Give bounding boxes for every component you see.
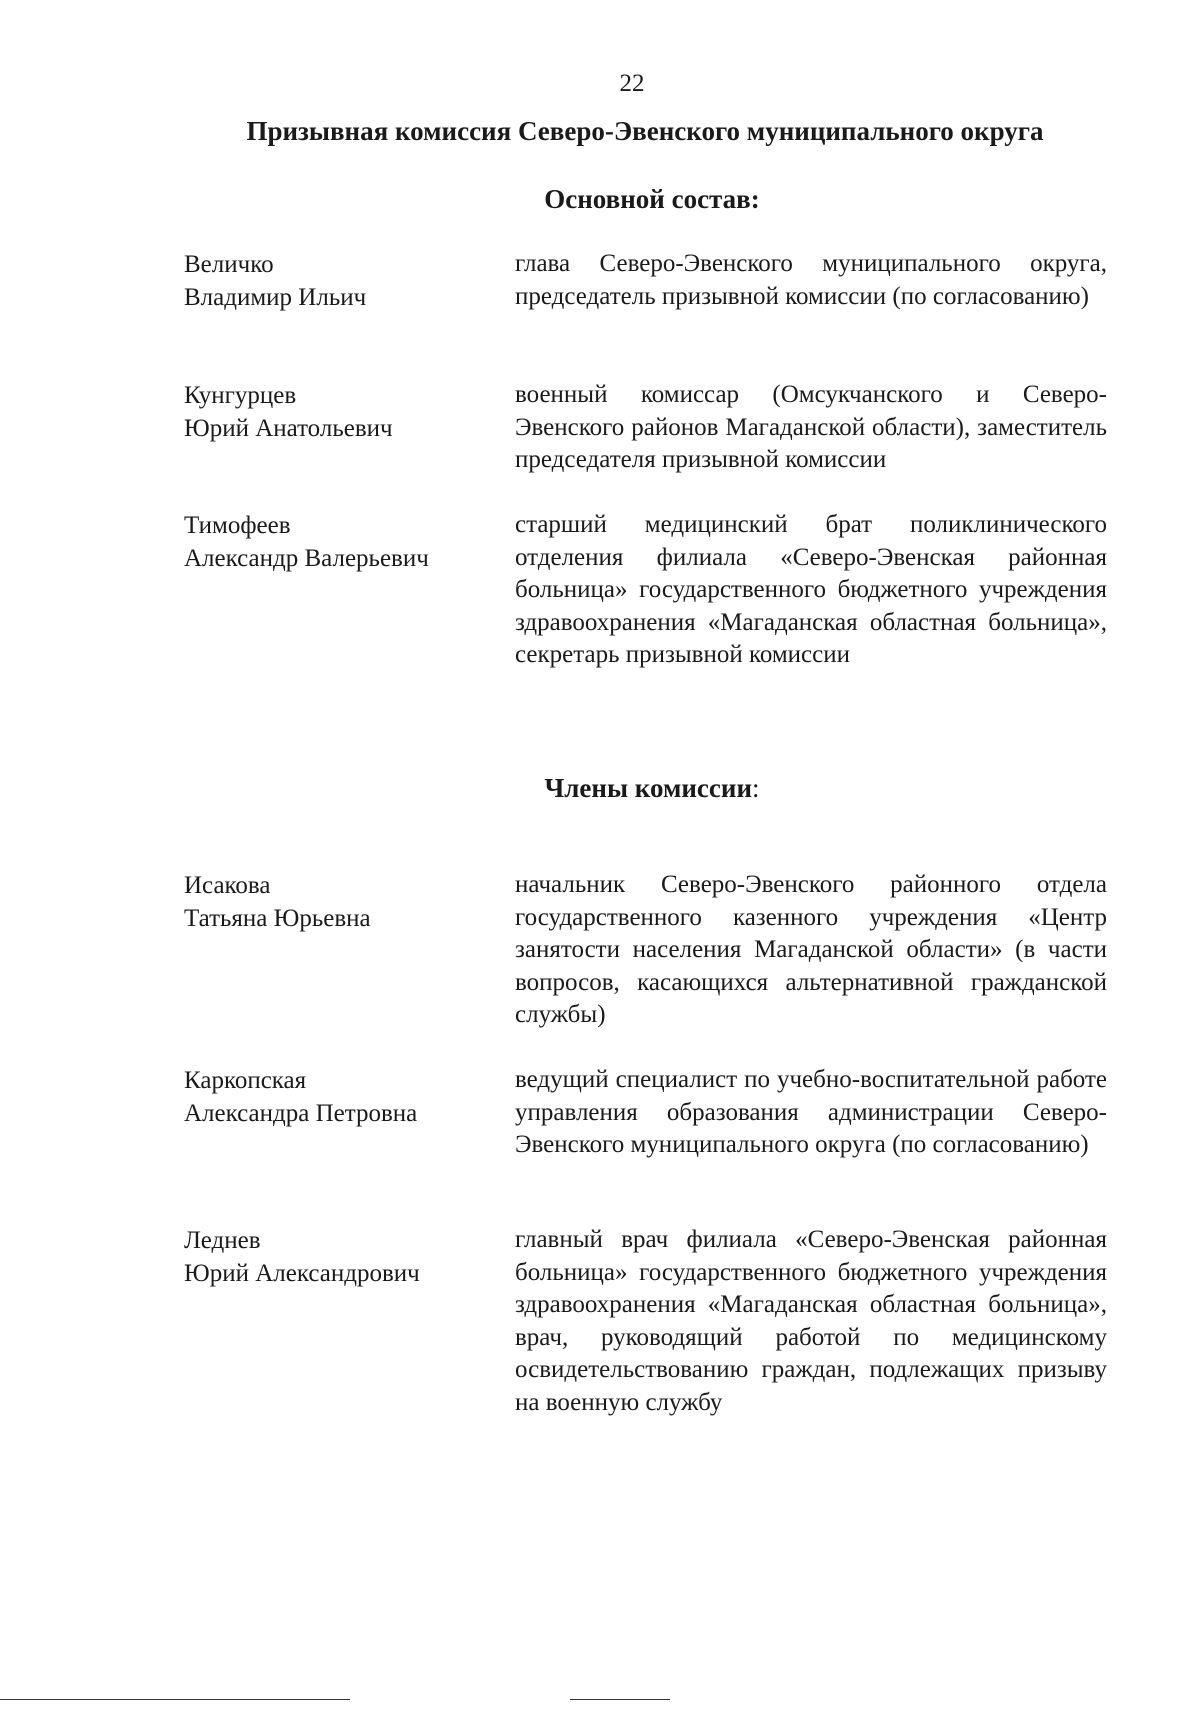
member-given-names: Александр Валерьевич <box>184 545 429 572</box>
member-name <box>184 1064 504 1130</box>
member-given-names: Александра Петровна <box>184 1100 418 1127</box>
member-given-names: Татьяна Юрьевна <box>184 905 371 932</box>
page-number: 22 <box>619 70 645 97</box>
member-name <box>184 869 504 935</box>
main-composition-heading: Основной состав: <box>544 184 760 214</box>
member-role: глава Северо-Эвенского муниципального округа, председатель призывной комиссии (по согласованию) <box>515 250 1107 310</box>
member-role: ведущий специалист по учебно-воспитательной работе управления образования администрации Северо-Эвенского муниципального округа (по согласованию) <box>515 1066 1107 1158</box>
member-role: старший медицинский брат поликлинического отделения филиала «Северо-Эвенская районная больница» государственного бюджетного учреждения здравоохранения «Магаданская областная больница», секретарь призывной комиссии <box>515 511 1107 668</box>
member-given-names: Владимир Ильич <box>184 284 367 311</box>
member-surname: Каркопская <box>184 1067 307 1094</box>
document-title: Призывная комиссия Северо-Эвенского муниципального округа <box>246 116 1044 146</box>
member-surname: Леднев <box>184 1227 261 1254</box>
member-name <box>184 248 504 314</box>
member-name <box>184 509 504 575</box>
footer-rule-left <box>0 1699 350 1700</box>
member-name <box>184 379 504 445</box>
footer-rule-middle <box>570 1699 670 1700</box>
member-role: главный врач филиала «Северо-Эвенская районная больница» государственного бюджетного учреждения здравоохранения «Магаданская областная больница», врач, руководящий работой по медицинскому освидетельствованию граждан, подлежащих призыву на военную службу <box>515 1226 1107 1416</box>
member-role: военный комиссар (Омсукчанского и Северо-Эвенского районов Магаданской области), заместитель председателя призывной комиссии <box>515 381 1107 473</box>
members-heading-colon: : <box>752 773 760 803</box>
member-surname: Исакова <box>184 872 271 899</box>
member-surname: Величко <box>184 251 274 278</box>
member-surname: Кунгурцев <box>184 382 297 409</box>
member-given-names: Юрий Александрович <box>184 1260 420 1287</box>
member-name <box>184 1224 504 1290</box>
member-surname: Тимофеев <box>184 512 291 539</box>
commission-members-heading <box>0 773 1200 804</box>
member-given-names: Юрий Анатольевич <box>184 415 393 442</box>
members-heading-text: Члены комиссии <box>544 773 753 803</box>
member-role: начальник Северо-Эвенского районного отдела государственного казенного учреждения «Центр занятости населения Магаданской области» (в части вопросов, касающихся альтернативной гражданской службы) <box>515 871 1107 1028</box>
